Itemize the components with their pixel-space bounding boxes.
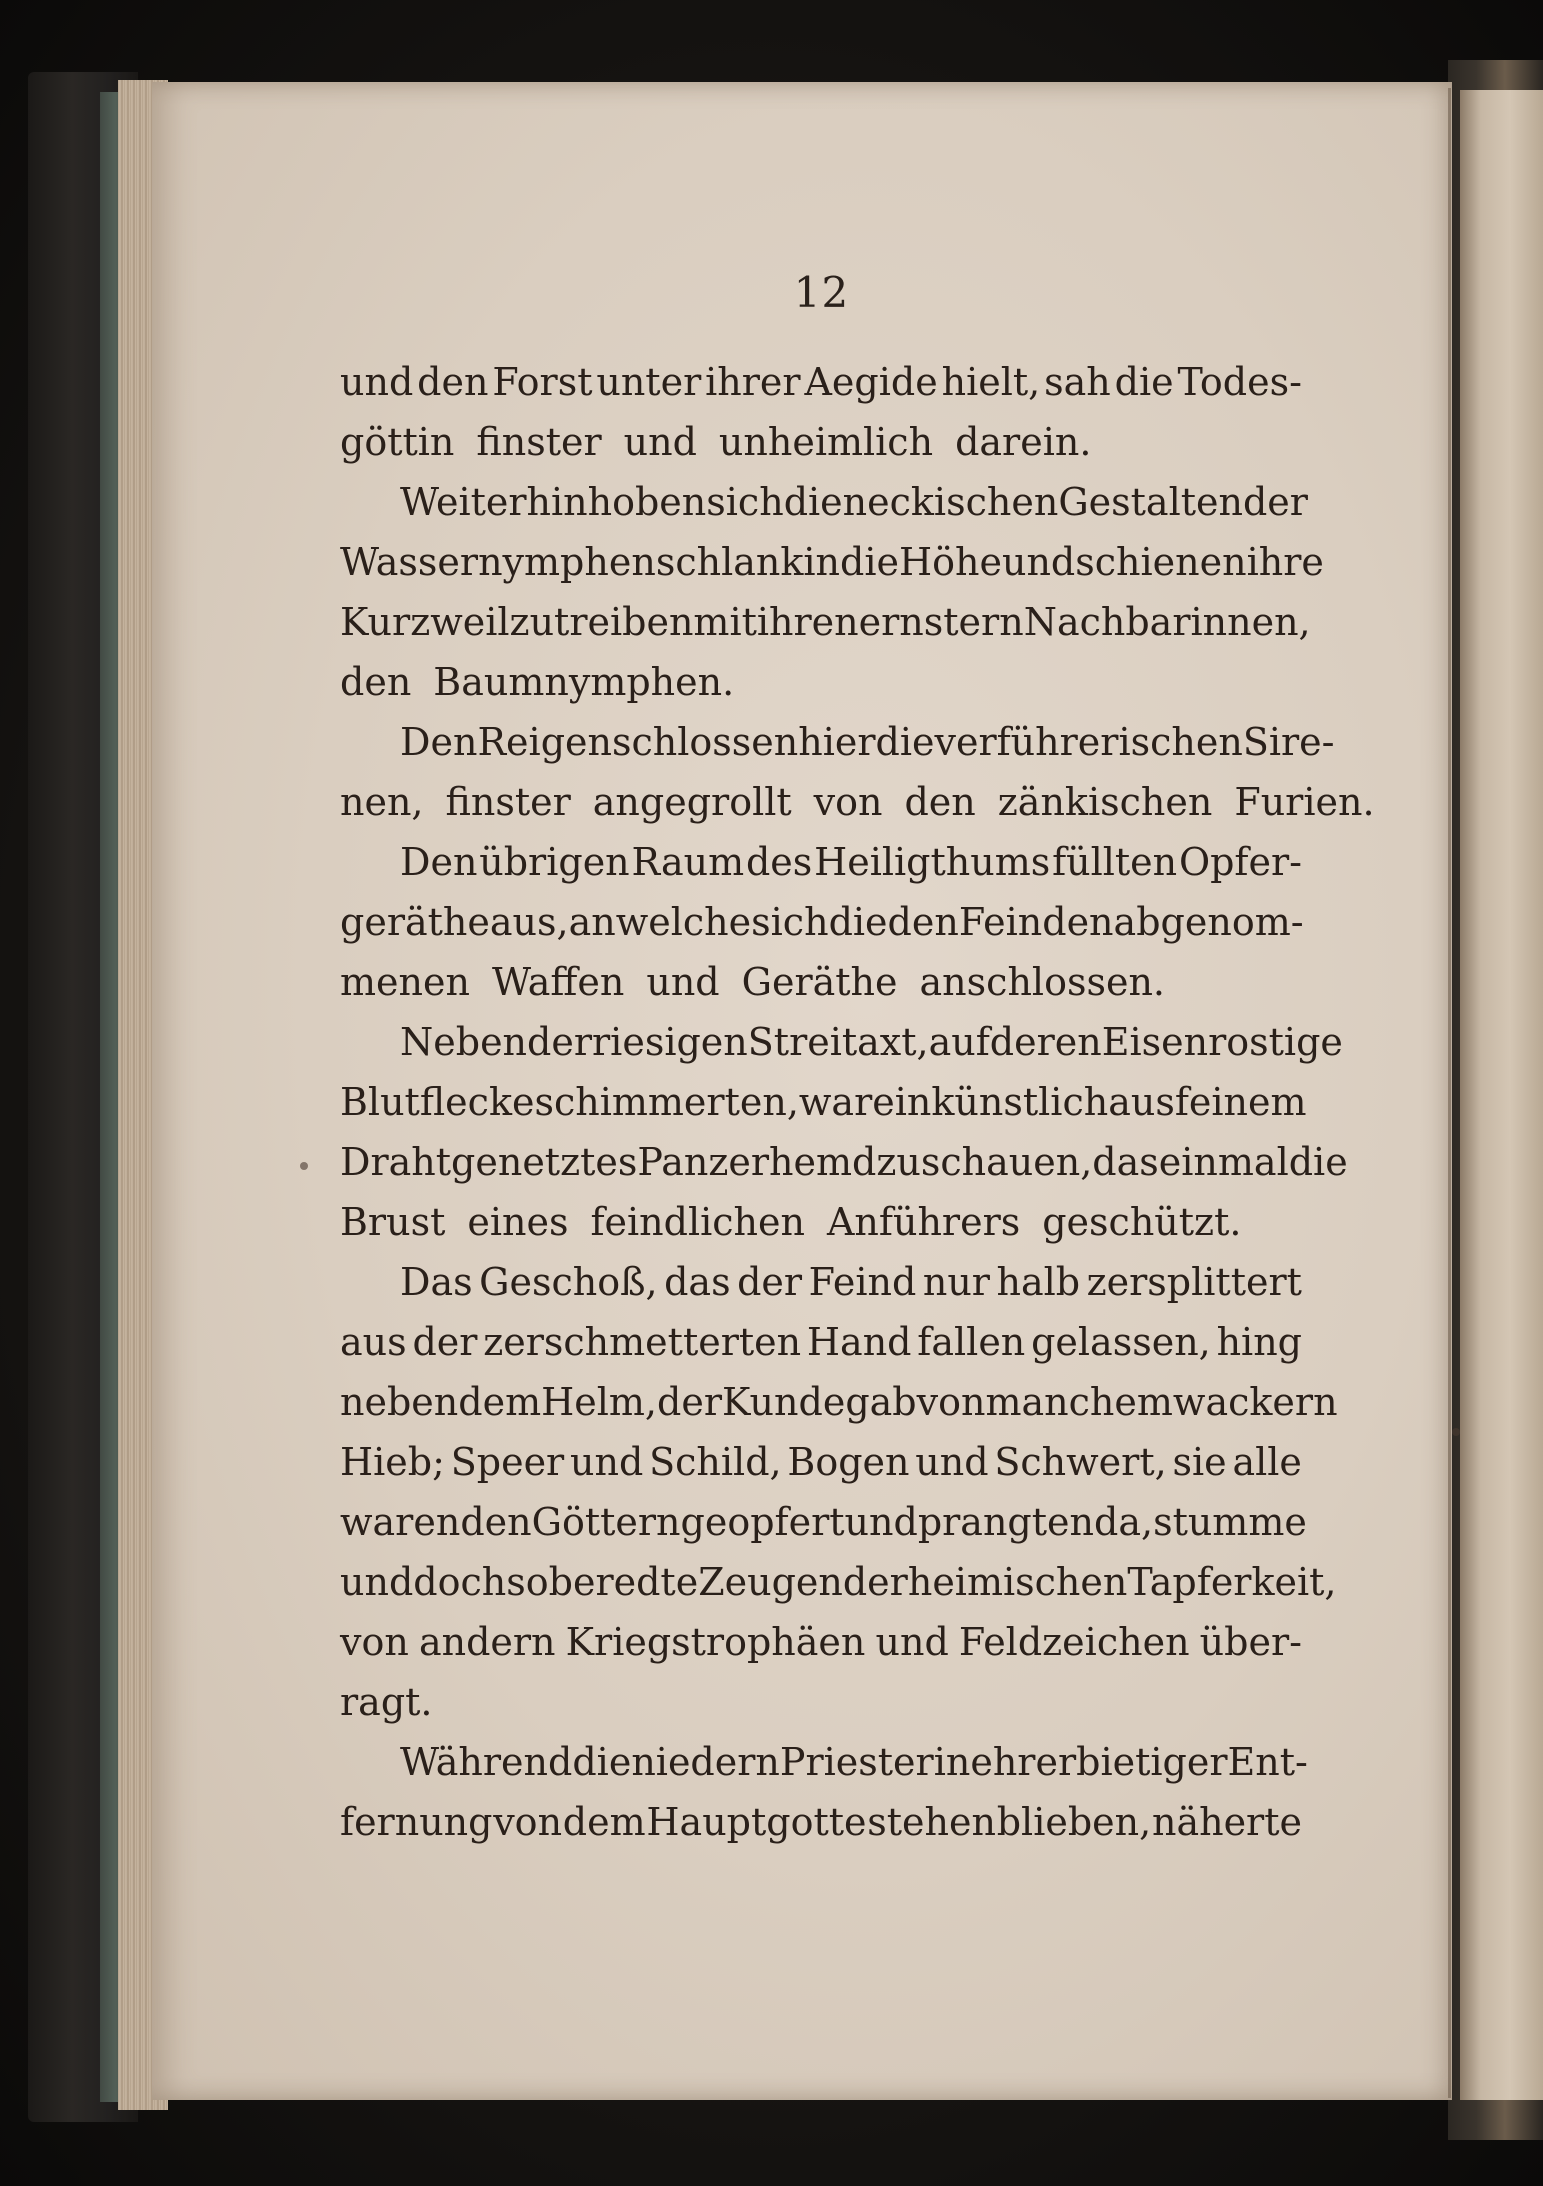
- word: der: [527, 1020, 593, 1064]
- text-line: [340, 532, 1324, 592]
- text-line: [340, 1432, 1302, 1492]
- word: geopfert: [680, 1500, 845, 1544]
- word: unter: [596, 360, 702, 404]
- word: Bogen: [787, 1440, 910, 1484]
- word: und: [570, 1440, 644, 1484]
- word: in: [933, 1740, 971, 1784]
- word: fernung: [340, 1800, 493, 1844]
- text-line: [340, 1792, 1302, 1852]
- word: schlank: [655, 540, 804, 584]
- text-line: [340, 472, 1308, 532]
- word: nen,: [340, 780, 424, 824]
- word: dem: [562, 1800, 646, 1844]
- word: Raum: [631, 840, 745, 884]
- word: stumme: [1153, 1500, 1307, 1544]
- word: Gestalten: [1058, 480, 1243, 524]
- word: der: [1242, 480, 1308, 524]
- word: von: [340, 1620, 409, 1664]
- word: blieben,: [996, 1800, 1152, 1844]
- word: Reigen: [477, 720, 612, 764]
- word: finster: [445, 780, 571, 824]
- text-line: [340, 772, 1375, 832]
- word: Speer: [450, 1440, 565, 1484]
- word: Panzerhemd: [637, 1140, 877, 1184]
- word: Anführers: [826, 1200, 1021, 1244]
- word: zänkischen: [997, 780, 1213, 824]
- word: hing: [1216, 1320, 1302, 1364]
- word: Hauptgotte: [646, 1800, 867, 1844]
- word: die: [572, 1740, 632, 1784]
- word: schlossen: [611, 720, 799, 764]
- word: Hand: [806, 1320, 912, 1364]
- word: das: [664, 1260, 731, 1304]
- word: feinem: [1174, 1080, 1307, 1124]
- word: war: [798, 1080, 873, 1124]
- word: geräthe: [340, 900, 490, 944]
- word: Geräthe: [741, 960, 898, 1004]
- text-line: [340, 1252, 1302, 1312]
- word: die: [1288, 1140, 1348, 1184]
- word: genetztes: [451, 1140, 638, 1184]
- word: stehen: [867, 1800, 996, 1844]
- word: hielt,: [941, 360, 1041, 404]
- word: Todes-: [1177, 360, 1302, 404]
- word: der: [842, 1560, 908, 1604]
- word: schauen,: [920, 1140, 1093, 1184]
- word: alle: [1232, 1440, 1302, 1484]
- ink-speck: [1452, 1428, 1460, 1436]
- word: verführerischen: [934, 720, 1243, 764]
- word: Brust: [340, 1200, 446, 1244]
- word: Geschoß,: [479, 1260, 658, 1304]
- word: die: [783, 480, 843, 524]
- word: Furien.: [1234, 780, 1375, 824]
- word: angegrollt: [592, 780, 792, 824]
- word: prangten: [917, 1500, 1094, 1544]
- word: schimmerten,: [534, 1080, 799, 1124]
- word: zersplittert: [1086, 1260, 1302, 1304]
- word: Aegide: [804, 360, 938, 404]
- word: ragt.: [340, 1680, 433, 1724]
- text-line: [340, 952, 1302, 1012]
- word: und: [875, 1620, 949, 1664]
- word: Neben: [400, 1020, 528, 1064]
- word: und: [623, 420, 697, 464]
- word: heimischen: [907, 1560, 1128, 1604]
- word: sie: [1172, 1440, 1227, 1484]
- text-line: [340, 412, 1302, 472]
- word: aus,: [489, 900, 569, 944]
- word: waren: [340, 1500, 461, 1544]
- word: gelassen,: [1031, 1320, 1211, 1364]
- word: an: [568, 900, 616, 944]
- text-line: [340, 1312, 1302, 1372]
- word: gab: [845, 1380, 917, 1424]
- word: nur: [922, 1260, 990, 1304]
- word: ehrerbietiger: [970, 1740, 1228, 1784]
- word: Schild,: [649, 1440, 782, 1484]
- word: Feldzeichen: [958, 1620, 1190, 1664]
- word: schienen: [1075, 540, 1247, 584]
- word: Helm,: [541, 1380, 658, 1424]
- body-text: [340, 352, 1375, 1852]
- word: niedern: [631, 1740, 780, 1784]
- word: doch: [413, 1560, 507, 1604]
- word: darein.: [955, 420, 1092, 464]
- word: andern: [418, 1620, 556, 1664]
- word: Ent-: [1227, 1740, 1308, 1784]
- word: mit: [693, 600, 757, 644]
- word: zerschmetterten: [483, 1320, 802, 1364]
- word: Draht: [340, 1140, 452, 1184]
- facing-page-edge: [1460, 90, 1543, 2100]
- word: der: [412, 1320, 478, 1364]
- word: Während: [400, 1740, 573, 1784]
- word: neckischen: [842, 480, 1059, 524]
- word: feindlichen: [590, 1200, 805, 1244]
- word: den: [460, 1500, 532, 1544]
- word: Priester: [779, 1740, 934, 1784]
- word: dem: [458, 1380, 542, 1424]
- word: ernstern: [858, 600, 1024, 644]
- word: von: [813, 780, 883, 824]
- word: Den: [400, 840, 478, 884]
- word: sich: [706, 480, 784, 524]
- word: anschlossen.: [919, 960, 1165, 1004]
- word: Kurzweil: [340, 600, 510, 644]
- word: übrigen: [479, 840, 630, 884]
- word: den: [340, 660, 412, 704]
- word: Eisen: [1101, 1020, 1209, 1064]
- word: der: [657, 1380, 722, 1424]
- word: Göttern: [531, 1500, 681, 1544]
- word: beredte: [548, 1560, 699, 1604]
- word: Blutflecke: [340, 1080, 535, 1124]
- word: und: [340, 360, 414, 404]
- word: die: [828, 900, 888, 944]
- word: eines: [467, 1200, 569, 1244]
- word: wackern: [1172, 1380, 1338, 1424]
- word: Streitaxt,: [747, 1020, 929, 1064]
- word: Den: [400, 720, 478, 764]
- word: Weiterhin: [400, 480, 588, 524]
- word: füllten: [1052, 840, 1178, 884]
- page-gutter: [1448, 88, 1451, 2098]
- word: von: [493, 1800, 563, 1844]
- word: Wassernymphen: [340, 540, 656, 584]
- ink-speck: [300, 1162, 308, 1170]
- word: künstlich: [931, 1080, 1109, 1124]
- word: in: [803, 540, 841, 584]
- word: abgenom-: [1113, 900, 1304, 944]
- word: Feind: [808, 1260, 917, 1304]
- word: und: [844, 1500, 918, 1544]
- word: riesigen: [592, 1020, 748, 1064]
- text-line: [340, 1672, 1302, 1732]
- text-line: [340, 652, 1302, 712]
- word: Das: [400, 1260, 473, 1304]
- word: Tapferkeit,: [1127, 1560, 1337, 1604]
- word: über-: [1199, 1620, 1302, 1664]
- text-line: [340, 1132, 1348, 1192]
- word: halb: [996, 1260, 1081, 1304]
- word: da,: [1094, 1500, 1154, 1544]
- word: einmal: [1158, 1140, 1289, 1184]
- text-line: [340, 1192, 1302, 1252]
- word: Schwert,: [994, 1440, 1167, 1484]
- word: auf: [928, 1020, 990, 1064]
- word: ein: [872, 1080, 932, 1124]
- text-line: [340, 1552, 1337, 1612]
- word: so: [506, 1560, 549, 1604]
- word: Kunde: [722, 1380, 846, 1424]
- word: das: [1092, 1140, 1159, 1184]
- text-line: [340, 1072, 1307, 1132]
- word: Opfer-: [1178, 840, 1302, 884]
- word: rostige: [1208, 1020, 1343, 1064]
- word: näherte: [1151, 1800, 1302, 1844]
- word: die: [840, 540, 899, 584]
- word: Nachbarinnen,: [1023, 600, 1311, 644]
- word: den: [417, 360, 489, 404]
- word: Kriegstrophäen: [565, 1620, 866, 1664]
- word: die: [1114, 360, 1174, 404]
- word: von: [916, 1380, 986, 1424]
- text-line: [340, 712, 1335, 772]
- word: Feinden: [958, 900, 1114, 944]
- word: die: [875, 720, 935, 764]
- word: göttin: [340, 420, 455, 464]
- word: aus: [340, 1320, 407, 1364]
- word: zu: [876, 1140, 921, 1184]
- word: Zeugen: [698, 1560, 843, 1604]
- text-line: [340, 352, 1302, 412]
- word: ihrer: [705, 360, 801, 404]
- word: der: [737, 1260, 803, 1304]
- word: manchem: [985, 1380, 1173, 1424]
- word: und: [646, 960, 720, 1004]
- word: treiben: [554, 600, 694, 644]
- text-line: [340, 892, 1302, 952]
- word: Sire-: [1242, 720, 1335, 764]
- word: ihren: [756, 600, 859, 644]
- word: neben: [340, 1380, 459, 1424]
- word: und: [340, 1560, 414, 1604]
- word: Heiligthums: [814, 840, 1051, 884]
- text-line: [340, 832, 1302, 892]
- word: unheimlich: [718, 420, 934, 464]
- word: welche: [615, 900, 752, 944]
- word: sich: [751, 900, 829, 944]
- word: und: [1001, 540, 1076, 584]
- word: hier: [798, 720, 876, 764]
- word: Hieb;: [340, 1440, 445, 1484]
- word: Baumnymphen.: [433, 660, 735, 704]
- text-line: [340, 592, 1311, 652]
- word: Höhe: [899, 540, 1002, 584]
- word: hoben: [587, 480, 707, 524]
- word: geschützt.: [1042, 1200, 1242, 1244]
- word: Forst: [492, 360, 593, 404]
- word: fallen: [917, 1320, 1026, 1364]
- page-number: 12: [793, 268, 850, 317]
- text-line: [340, 1492, 1307, 1552]
- text-line: [340, 1732, 1308, 1792]
- text-line: [340, 1372, 1338, 1432]
- word: deren: [989, 1020, 1102, 1064]
- word: den: [904, 780, 976, 824]
- word: des: [745, 840, 813, 884]
- word: den: [887, 900, 959, 944]
- word: und: [915, 1440, 989, 1484]
- text-line: [340, 1612, 1302, 1672]
- word: menen: [340, 960, 470, 1004]
- word: aus: [1108, 1080, 1175, 1124]
- word: finster: [476, 420, 602, 464]
- word: sah: [1044, 360, 1111, 404]
- word: Waffen: [491, 960, 625, 1004]
- text-line: [340, 1012, 1343, 1072]
- word: zu: [509, 600, 555, 644]
- word: ihre: [1246, 540, 1324, 584]
